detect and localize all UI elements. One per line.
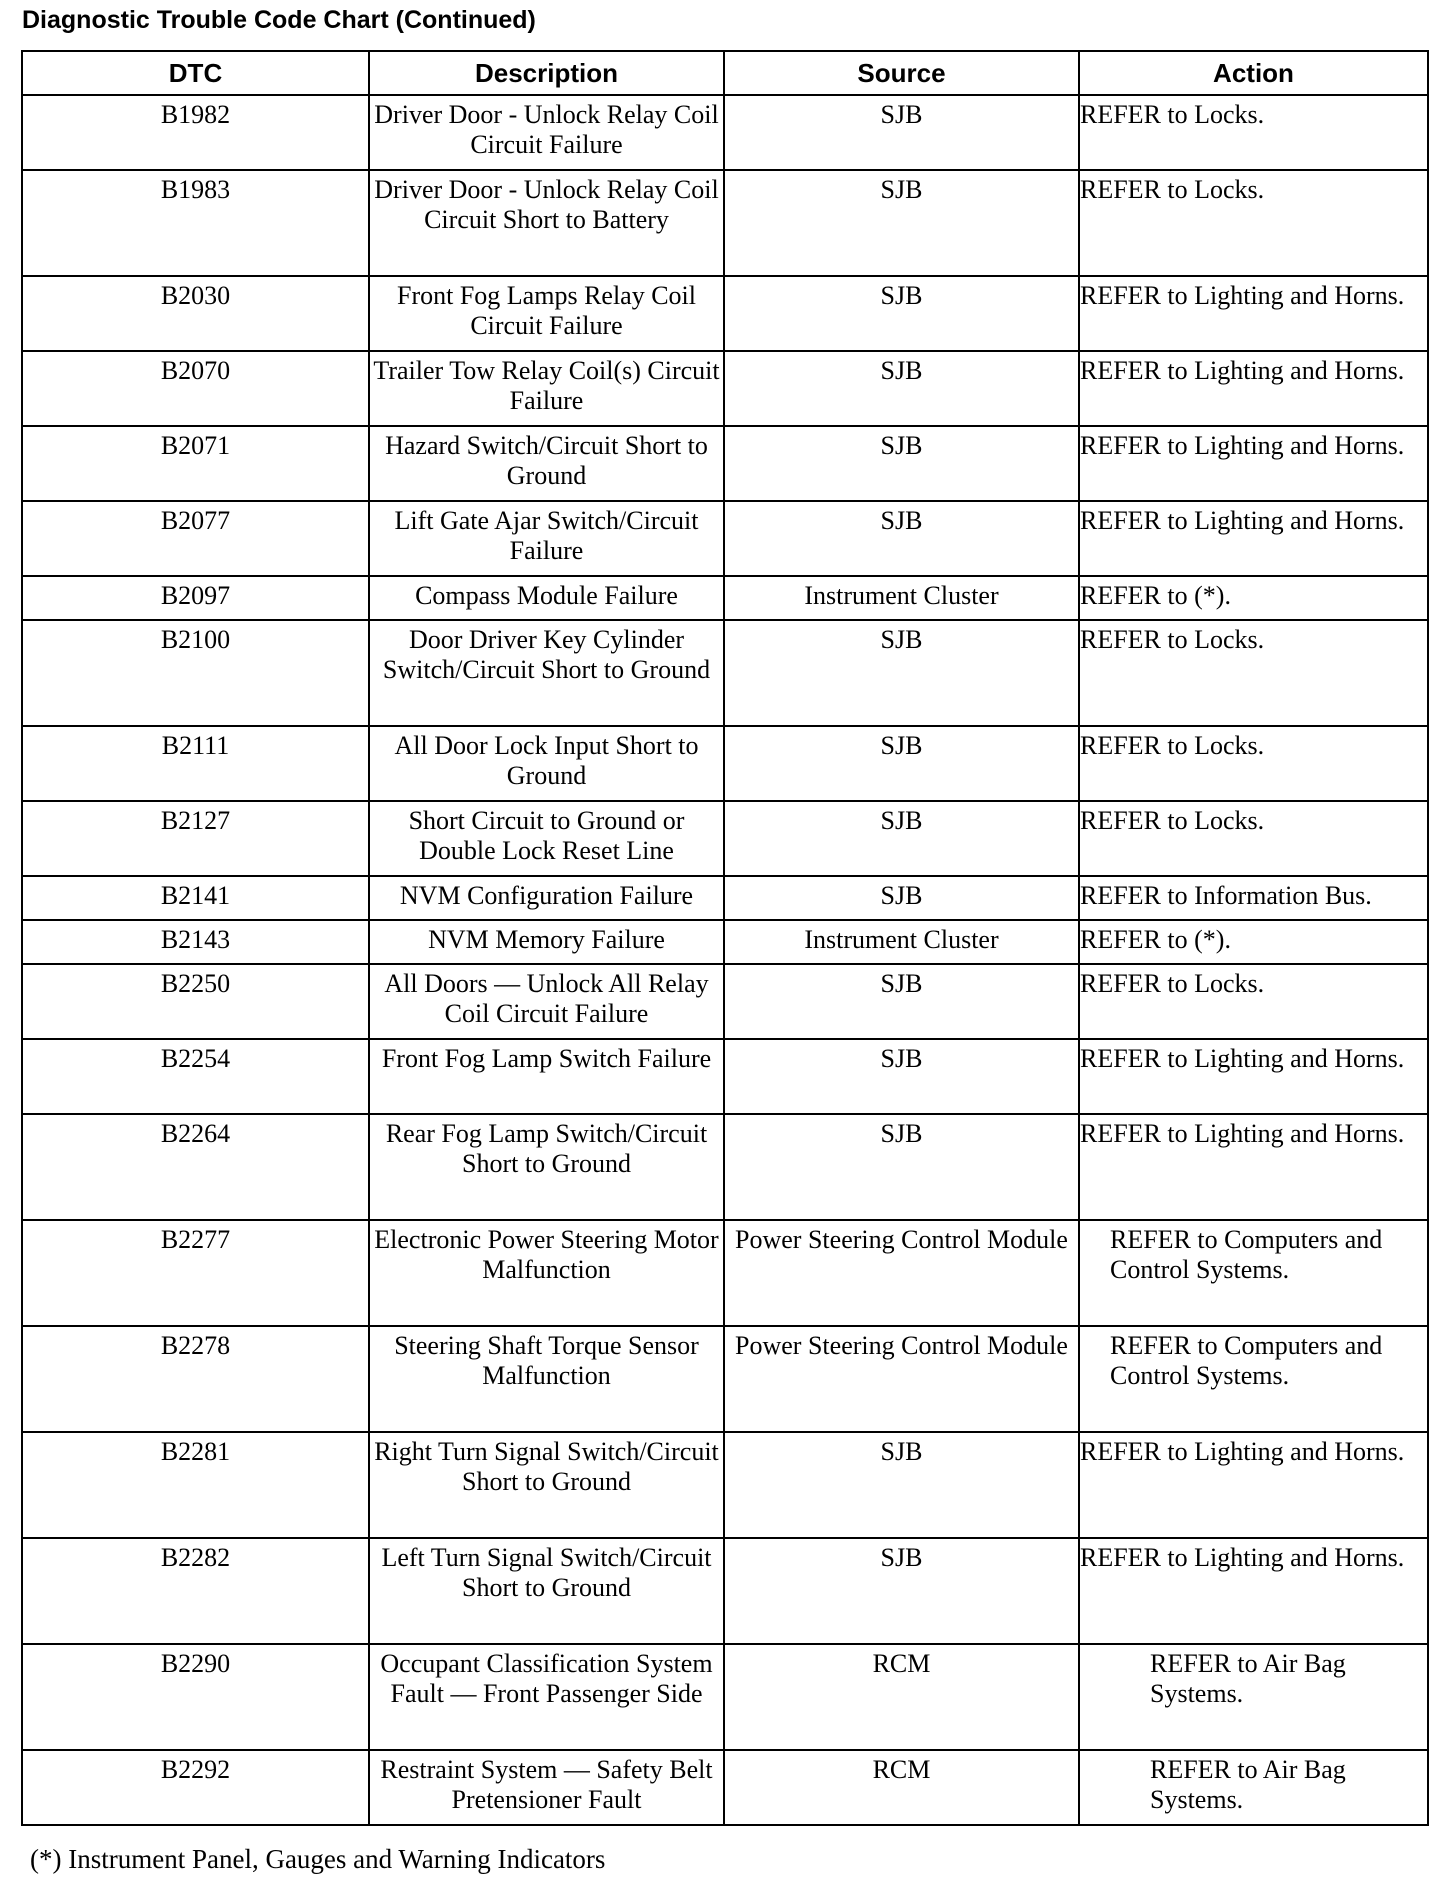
table-row — [22, 1750, 1428, 1825]
table-row — [22, 1644, 1428, 1750]
table-row — [22, 964, 1428, 1039]
cell-action: REFER to Information Bus. — [1079, 876, 1428, 920]
cell-source: SJB — [724, 1432, 1079, 1538]
cell-description: NVM Memory Failure — [369, 920, 724, 964]
cell-action: REFER to Locks. — [1079, 964, 1428, 1039]
cell-dtc: B2071 — [22, 426, 369, 501]
table-row — [22, 576, 1428, 620]
cell-source: SJB — [724, 351, 1079, 426]
cell-description: Right Turn Signal Switch/Circuit Short to Ground — [369, 1432, 724, 1538]
cell-dtc: B2030 — [22, 276, 369, 351]
cell-action: REFER to Locks. — [1079, 95, 1428, 170]
cell-source: Power Steering Control Module — [724, 1326, 1079, 1432]
cell-description: Door Driver Key Cylinder Switch/Circuit Short to Ground — [369, 620, 724, 726]
cell-source: SJB — [724, 501, 1079, 576]
dtc-table — [21, 50, 1429, 1826]
table-row — [22, 426, 1428, 501]
cell-action: REFER to Locks. — [1079, 620, 1428, 726]
cell-action: REFER to Lighting and Horns. — [1079, 1538, 1428, 1644]
cell-source: Instrument Cluster — [724, 576, 1079, 620]
cell-description: Restraint System — Safety Belt Pretensioner Fault — [369, 1750, 724, 1825]
table-row — [22, 726, 1428, 801]
cell-description: All Door Lock Input Short to Ground — [369, 726, 724, 801]
cell-source: SJB — [724, 726, 1079, 801]
cell-source: SJB — [724, 964, 1079, 1039]
cell-action: REFER to (*). — [1079, 576, 1428, 620]
cell-description: Hazard Switch/Circuit Short to Ground — [369, 426, 724, 501]
cell-action: REFER to Locks. — [1079, 726, 1428, 801]
cell-action: REFER to Lighting and Horns. — [1079, 276, 1428, 351]
table-row — [22, 1114, 1428, 1220]
table-row — [22, 501, 1428, 576]
cell-dtc: B2281 — [22, 1432, 369, 1538]
table-row — [22, 1039, 1428, 1114]
cell-description: Driver Door - Unlock Relay Coil Circuit Short to Battery — [369, 170, 724, 276]
cell-action: REFER to Computers and Control Systems. — [1079, 1326, 1428, 1432]
cell-source: SJB — [724, 1039, 1079, 1114]
cell-description: Rear Fog Lamp Switch/Circuit Short to Ground — [369, 1114, 724, 1220]
cell-description: Trailer Tow Relay Coil(s) Circuit Failure — [369, 351, 724, 426]
cell-dtc: B2097 — [22, 576, 369, 620]
cell-dtc: B2277 — [22, 1220, 369, 1326]
table-row — [22, 1538, 1428, 1644]
cell-source: SJB — [724, 170, 1079, 276]
cell-source: SJB — [724, 876, 1079, 920]
cell-source: Instrument Cluster — [724, 920, 1079, 964]
page-title: Diagnostic Trouble Code Chart (Continued) — [22, 6, 536, 34]
cell-source: SJB — [724, 276, 1079, 351]
cell-description: Front Fog Lamp Switch Failure — [369, 1039, 724, 1114]
footnote: (*) Instrument Panel, Gauges and Warning Indicators — [30, 1844, 606, 1874]
cell-description: Left Turn Signal Switch/Circuit Short to Ground — [369, 1538, 724, 1644]
cell-source: SJB — [724, 1538, 1079, 1644]
cell-action: REFER to (*). — [1079, 920, 1428, 964]
table-row — [22, 1432, 1428, 1538]
table-row — [22, 620, 1428, 726]
cell-source: SJB — [724, 95, 1079, 170]
column-header-description: Description — [369, 51, 724, 95]
cell-action: REFER to Lighting and Horns. — [1079, 351, 1428, 426]
cell-source: RCM — [724, 1750, 1079, 1825]
cell-action: REFER to Air Bag Systems. — [1079, 1750, 1428, 1825]
cell-action: REFER to Lighting and Horns. — [1079, 426, 1428, 501]
cell-dtc: B2290 — [22, 1644, 369, 1750]
cell-description: Lift Gate Ajar Switch/Circuit Failure — [369, 501, 724, 576]
table-row — [22, 95, 1428, 170]
cell-source: SJB — [724, 426, 1079, 501]
table-row — [22, 170, 1428, 276]
cell-dtc: B2143 — [22, 920, 369, 964]
cell-source: SJB — [724, 1114, 1079, 1220]
table-row — [22, 876, 1428, 920]
table-header-row — [22, 51, 1428, 95]
cell-dtc: B1983 — [22, 170, 369, 276]
cell-source: Power Steering Control Module — [724, 1220, 1079, 1326]
cell-description: Compass Module Failure — [369, 576, 724, 620]
cell-source: SJB — [724, 620, 1079, 726]
cell-description: Short Circuit to Ground or Double Lock Reset Line — [369, 801, 724, 876]
cell-dtc: B2278 — [22, 1326, 369, 1432]
cell-description: All Doors — Unlock All Relay Coil Circuit Failure — [369, 964, 724, 1039]
cell-dtc: B2127 — [22, 801, 369, 876]
table-row — [22, 351, 1428, 426]
cell-action: REFER to Lighting and Horns. — [1079, 501, 1428, 576]
cell-action: REFER to Air Bag Systems. — [1079, 1644, 1428, 1750]
cell-dtc: B2264 — [22, 1114, 369, 1220]
cell-dtc: B2254 — [22, 1039, 369, 1114]
cell-description: Front Fog Lamps Relay Coil Circuit Failure — [369, 276, 724, 351]
cell-action: REFER to Lighting and Horns. — [1079, 1114, 1428, 1220]
cell-dtc: B2250 — [22, 964, 369, 1039]
cell-dtc: B2111 — [22, 726, 369, 801]
cell-source: SJB — [724, 801, 1079, 876]
cell-dtc: B2070 — [22, 351, 369, 426]
cell-dtc: B2282 — [22, 1538, 369, 1644]
column-header-action: Action — [1079, 51, 1428, 95]
table-row — [22, 801, 1428, 876]
cell-description: Electronic Power Steering Motor Malfunction — [369, 1220, 724, 1326]
cell-action: REFER to Locks. — [1079, 170, 1428, 276]
table-row — [22, 1220, 1428, 1326]
table-row — [22, 276, 1428, 351]
table-row — [22, 920, 1428, 964]
cell-action: REFER to Lighting and Horns. — [1079, 1039, 1428, 1114]
cell-dtc: B2292 — [22, 1750, 369, 1825]
cell-dtc: B1982 — [22, 95, 369, 170]
cell-action: REFER to Locks. — [1079, 801, 1428, 876]
table-row — [22, 1326, 1428, 1432]
cell-description: Occupant Classification System Fault — Front Passenger Side — [369, 1644, 724, 1750]
cell-description: Driver Door - Unlock Relay Coil Circuit Failure — [369, 95, 724, 170]
cell-dtc: B2077 — [22, 501, 369, 576]
cell-description: Steering Shaft Torque Sensor Malfunction — [369, 1326, 724, 1432]
cell-source: RCM — [724, 1644, 1079, 1750]
cell-action: REFER to Computers and Control Systems. — [1079, 1220, 1428, 1326]
cell-dtc: B2141 — [22, 876, 369, 920]
column-header-dtc: DTC — [22, 51, 369, 95]
cell-action: REFER to Lighting and Horns. — [1079, 1432, 1428, 1538]
cell-description: NVM Configuration Failure — [369, 876, 724, 920]
column-header-source: Source — [724, 51, 1079, 95]
cell-dtc: B2100 — [22, 620, 369, 726]
